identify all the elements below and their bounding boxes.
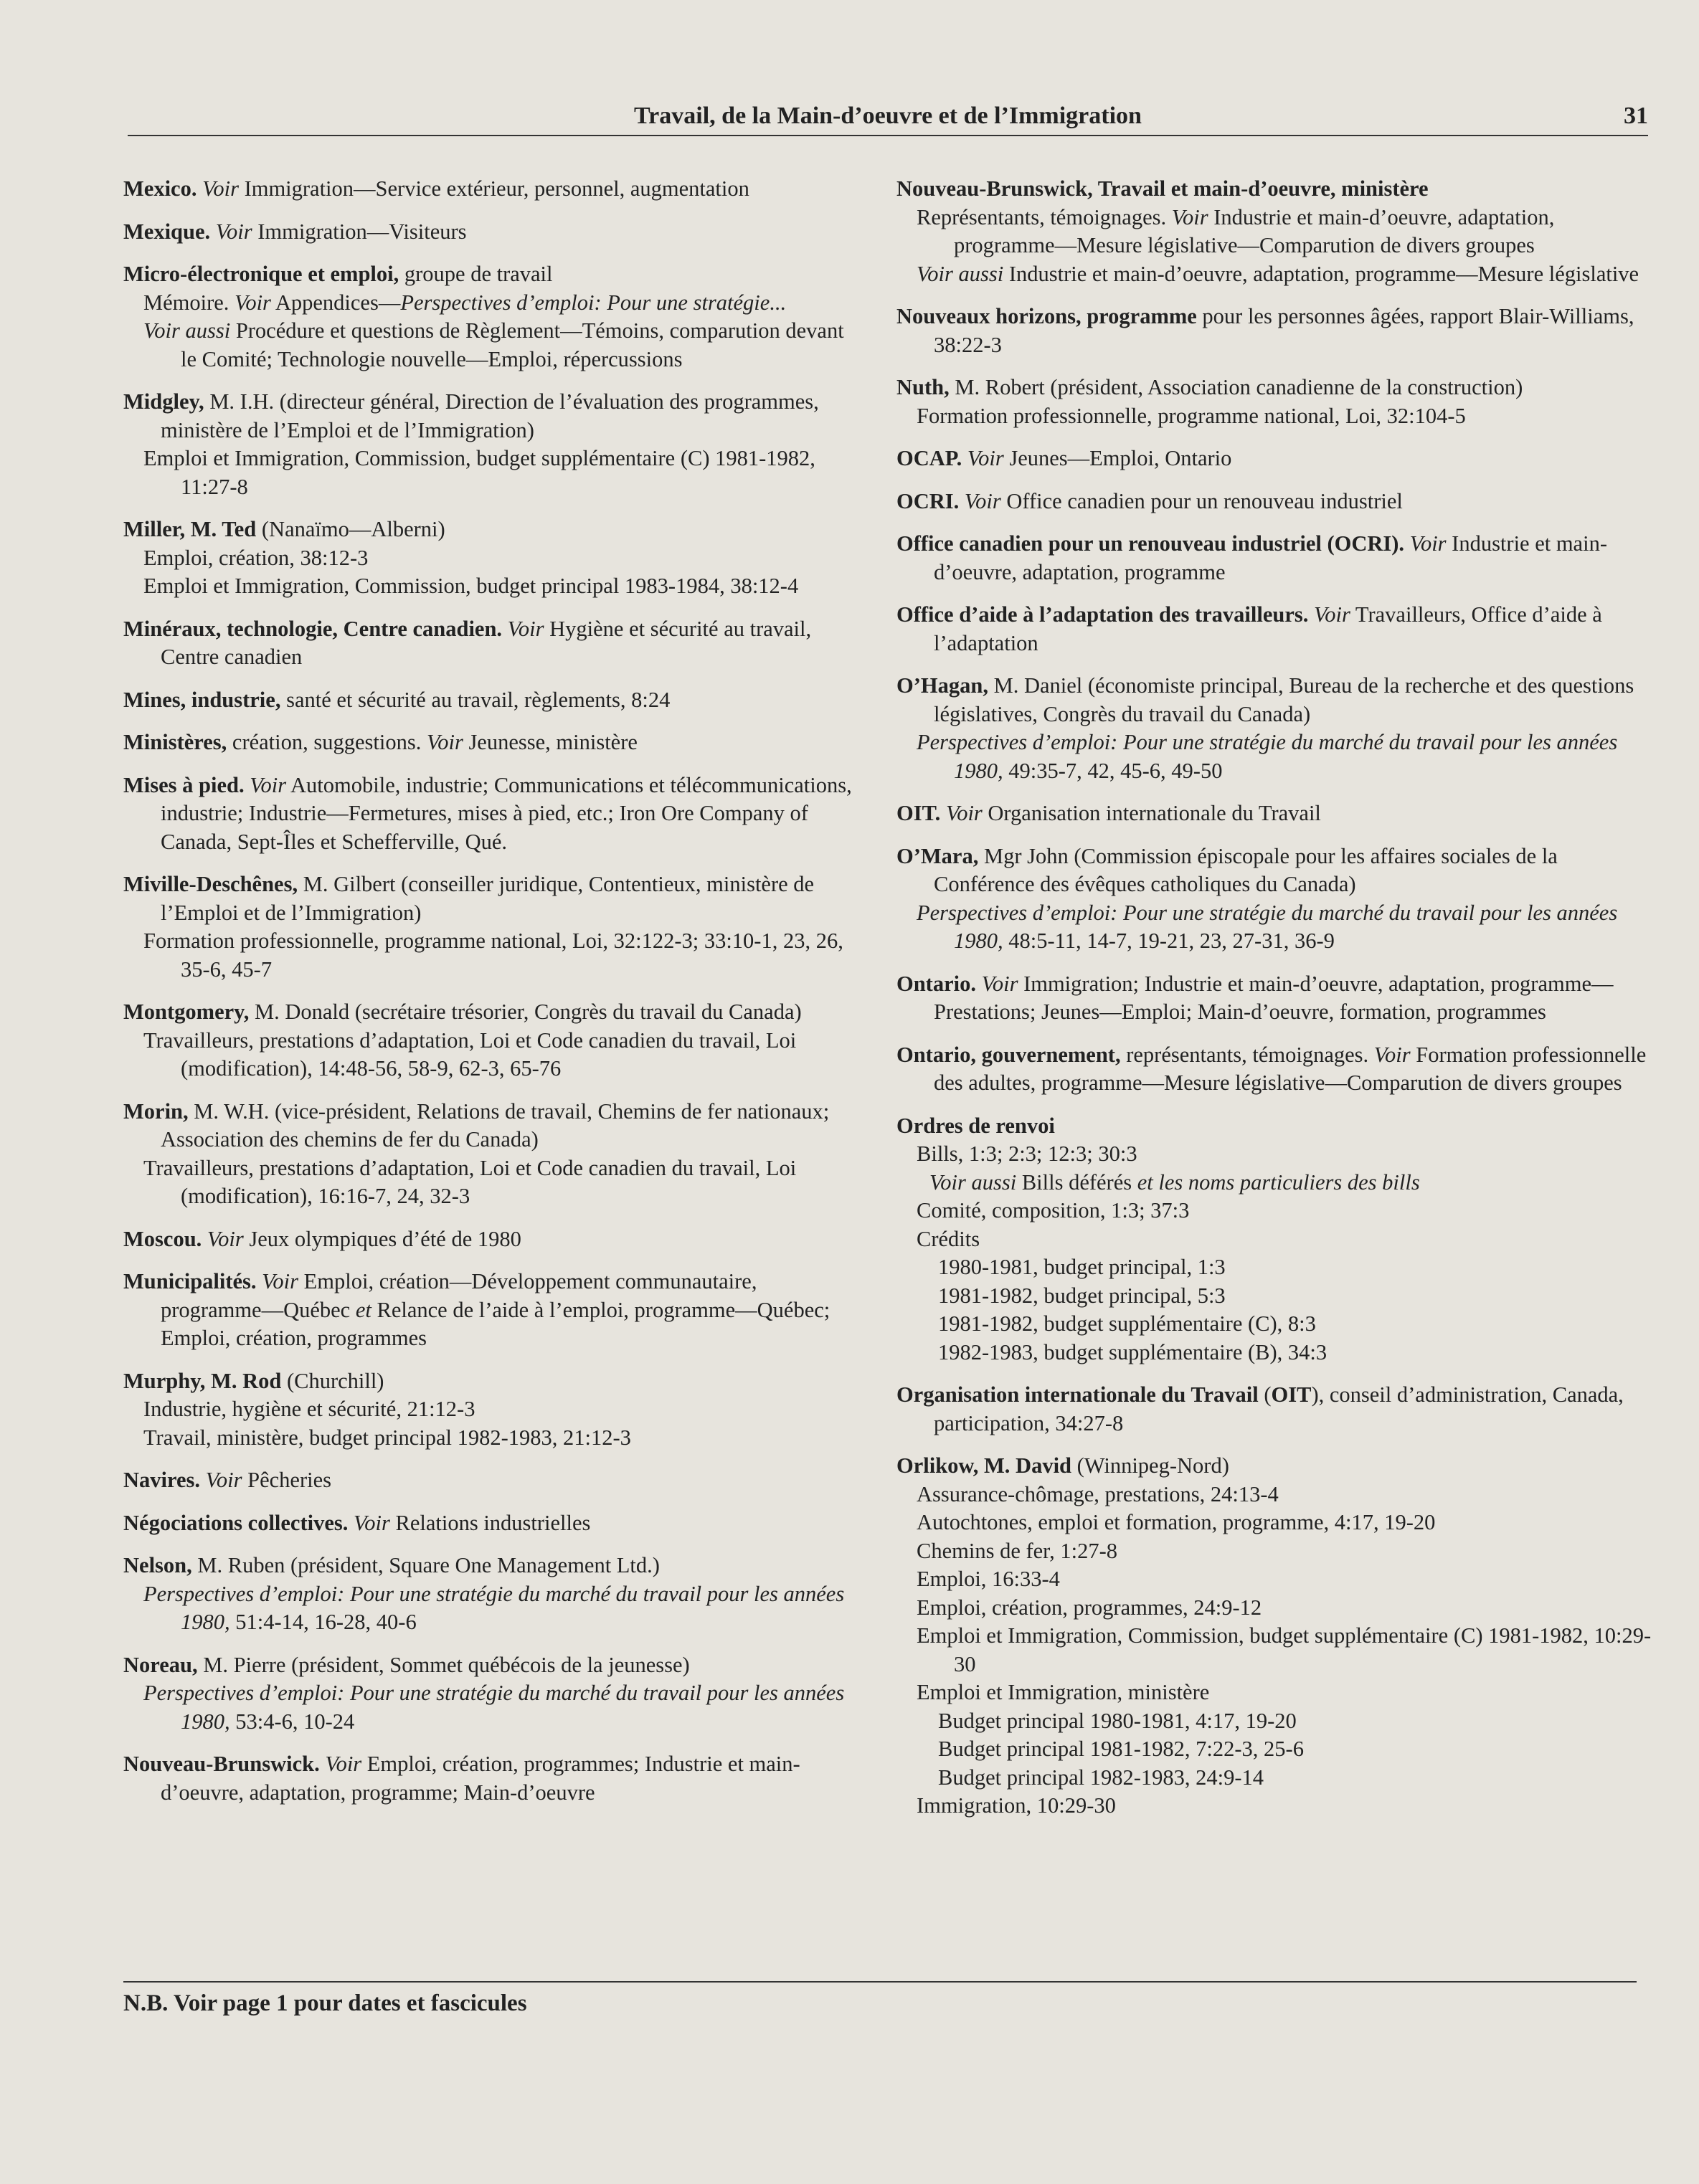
entry-heading: [896, 303, 1657, 359]
entry-text: santé et sécurité au travail, règlements, 8:24: [280, 687, 671, 712]
index-entry: [896, 1112, 1657, 1367]
entry-text: [200, 1468, 206, 1492]
entry-text: Jeunesse, ministère: [463, 730, 638, 754]
entry-heading: [896, 530, 1657, 587]
entry-subentry: [123, 544, 855, 573]
entry-text: [976, 972, 982, 996]
entry-text: Négociations collectives.: [123, 1510, 349, 1535]
entry-subentry: [896, 204, 1657, 260]
entry-text: Emploi, création, 38:12-3: [143, 545, 369, 570]
entry-text: Perspectives d’emploi: Pour une stratégie du marché du travail pour les années 1980,: [143, 1681, 845, 1734]
entry-text: [202, 1227, 207, 1251]
entry-text: 1980-1981, budget principal, 1:3: [938, 1255, 1226, 1279]
entry-text: Emploi, création—Développement communautaire, programme—Québec: [161, 1269, 757, 1322]
entry-text: Voir: [325, 1752, 362, 1776]
footer-divider: [123, 1981, 1637, 1983]
entry-text: [502, 617, 508, 641]
index-entry: [123, 516, 855, 601]
entry-text: 1982-1983, budget supplémentaire (B), 34:3: [938, 1339, 1328, 1364]
entry-text: 1981-1982, budget principal, 5:3: [938, 1283, 1226, 1308]
entry-subentry: [896, 1481, 1657, 1509]
entry-heading: [123, 1268, 855, 1353]
entry-subentry: [123, 445, 855, 501]
entry-text: Ontario.: [896, 971, 976, 996]
entry-text: Mémoire.: [143, 290, 235, 315]
entry-heading: [123, 1651, 855, 1680]
index-entry: [123, 260, 855, 374]
entry-subentry: [123, 1679, 855, 1736]
entry-heading: [896, 445, 1657, 473]
entry-subentry: [896, 1764, 1657, 1793]
entry-text: Formation professionnelle des adultes, programme—Mesure législative—Comparution de divers groupes: [934, 1042, 1647, 1095]
entry-text: Budget principal 1981-1982, 7:22-3, 25-6: [938, 1737, 1304, 1761]
entry-text: Comité, composition, 1:3; 37:3: [917, 1198, 1190, 1222]
entry-text: Emploi et Immigration, Commission, budget principal 1983-1984, 38:12-4: [143, 574, 799, 598]
entry-text: [348, 1511, 354, 1535]
entry-text: Industrie, hygiène et sécurité, 21:12-3: [143, 1397, 475, 1421]
index-entry: [123, 218, 855, 247]
entry-text: Nouveau-Brunswick, Travail et main-d’oeuvre, ministère: [896, 176, 1429, 201]
entry-text: M. Donald (secrétaire trésorier, Congrès du travail du Canada): [249, 1000, 802, 1024]
entry-text: M. W.H. (vice-président, Relations de travail, Chemins de fer nationaux; Association des chemins de fer du Canada): [161, 1098, 830, 1152]
index-entry: [896, 970, 1657, 1027]
entry-text: (Winnipeg-Nord): [1071, 1453, 1229, 1478]
entry-text: Hygiène et sécurité au travail, Centre canadien: [161, 616, 812, 669]
entry-subentry: [896, 1594, 1657, 1623]
entry-heading: [123, 388, 855, 445]
index-entry: [123, 388, 855, 501]
entry-text: Formation professionnelle, programme national, Loi, 32:104-5: [917, 403, 1466, 428]
entry-text: [959, 489, 965, 513]
entry-subentry: [123, 1154, 855, 1211]
entry-heading: [896, 1041, 1657, 1098]
entry-heading: [123, 516, 855, 544]
entry-text: Perspectives d’emploi: Pour une stratégie du marché du travail pour les années 1980,: [917, 730, 1618, 783]
entry-text: [210, 219, 216, 244]
entry-text: M. Gilbert (conseiller juridique, Contentieux, ministère de l’Emploi et de l’Immigration): [161, 872, 815, 925]
index-entry: [123, 1750, 855, 1807]
entry-text: Office d’aide à l’adaptation des travailleurs.: [896, 602, 1309, 627]
index-entry: [896, 842, 1657, 956]
entry-heading: [123, 998, 855, 1027]
entry-text: Voir: [215, 219, 252, 244]
entry-text: Municipalités.: [123, 1269, 257, 1293]
entry-text: Voir: [207, 1226, 244, 1251]
index-entry: [896, 488, 1657, 516]
index-entry: [896, 799, 1657, 828]
index-entry: [123, 1509, 855, 1538]
entry-subentry: [896, 1197, 1657, 1225]
entry-text: Travail, ministère, budget principal 1982-1983, 21:12-3: [143, 1425, 631, 1450]
index-entry: [896, 1381, 1657, 1438]
entry-subentry: [896, 1253, 1657, 1282]
entry-text: OCAP.: [896, 446, 962, 470]
entry-heading: [123, 1225, 855, 1254]
entry-text: Perspectives d’emploi: Pour une stratégie du marché du travail pour les années 1980,: [917, 900, 1618, 953]
entry-text: Voir: [202, 176, 239, 201]
index-entry: [123, 1651, 855, 1737]
index-entry: [123, 1098, 855, 1211]
entry-text: Immigration; Industrie et main-d’oeuvre, adaptation, programme—Prestations; Jeunes—Emploi; Main-d’oeuvre, formation, programmes: [934, 971, 1614, 1024]
entry-text: Office canadien pour un renouveau industriel (OCRI).: [896, 531, 1405, 556]
entry-text: Emploi et Immigration, Commission, budget supplémentaire (C) 1981-1982, 11:27-8: [143, 446, 815, 499]
index-entry: [123, 998, 855, 1083]
entry-subentry: [896, 1339, 1657, 1367]
entry-text: Voir: [250, 772, 287, 797]
entry-text: Appendices—: [270, 290, 401, 315]
entry-subentry: [896, 1509, 1657, 1537]
entry-text: Mgr John (Commission épiscopale pour les affaires sociales de la Conférence des évêques catholiques du Canada): [934, 843, 1558, 896]
entry-text: (: [1258, 1382, 1272, 1407]
index-entry: [123, 1552, 855, 1637]
entry-subentry: [896, 260, 1657, 289]
entry-text: Office canadien pour un renouveau industriel: [1000, 488, 1403, 513]
index-entry: [123, 615, 855, 672]
entry-subentry: [896, 1225, 1657, 1254]
entry-text: Voir: [262, 1269, 299, 1293]
entry-text: Murphy, M. Rod: [123, 1368, 282, 1393]
entry-heading: [896, 1112, 1657, 1141]
entry-heading: [123, 1098, 855, 1154]
entry-text: 51:4-14, 16-28, 40-6: [229, 1610, 417, 1634]
entry-text: Chemins de fer, 1:27-8: [917, 1538, 1117, 1563]
entry-text: ), conseil d’administration, Canada, participation, 34:27-8: [934, 1382, 1624, 1435]
entry-text: Miville-Deschênes,: [123, 872, 298, 896]
page-title: Travail, de la Main-d’oeuvre et de l’Immigration: [634, 103, 1142, 129]
entry-text: OCRI.: [896, 488, 960, 513]
entry-text: pour les personnes âgées, rapport Blair-Williams, 38:22-3: [934, 304, 1634, 357]
entry-text: Ordres de renvoi: [896, 1113, 1055, 1138]
entry-text: Emploi, création, programmes, 24:9-12: [917, 1595, 1262, 1620]
entry-heading: [123, 175, 855, 204]
entry-text: Jeux olympiques d’été de 1980: [243, 1226, 521, 1251]
entry-text: M. Pierre (président, Sommet québécois de la jeunesse): [197, 1652, 690, 1677]
entry-text: Mises à pied.: [123, 772, 245, 797]
entry-text: Organisation internationale du Travail: [982, 801, 1321, 825]
entry-heading: [123, 1367, 855, 1396]
entry-text: [197, 176, 202, 201]
entry-text: [962, 446, 967, 470]
entry-text: Immigration—Service extérieur, personnel, augmentation: [238, 176, 749, 201]
entry-heading: [896, 1452, 1657, 1481]
entry-subentry: [896, 728, 1657, 785]
entry-heading: [896, 842, 1657, 899]
entry-text: Voir: [1314, 602, 1350, 627]
entry-text: Bills déférés: [1016, 1169, 1137, 1195]
entry-text: Emploi et Immigration, ministère: [917, 1680, 1210, 1704]
entry-text: Nouveau-Brunswick.: [123, 1752, 320, 1776]
entry-text: Miller, M. Ted: [123, 517, 257, 541]
entry-subentry: [123, 289, 855, 318]
entry-text: [1308, 602, 1314, 627]
entry-text: 53:4-6, 10-24: [229, 1709, 355, 1734]
entry-subentry: [123, 1424, 855, 1453]
entry-heading: [896, 799, 1657, 828]
entry-subentry: [896, 402, 1657, 431]
entry-text: (Nanaïmo—Alberni): [256, 517, 445, 541]
entry-text: 49:35-7, 42, 45-6, 49-50: [1003, 758, 1223, 783]
index-entry: [896, 672, 1657, 785]
entry-text: Ontario, gouvernement,: [896, 1042, 1121, 1067]
entry-text: O’Mara,: [896, 843, 979, 868]
entry-subentry: [123, 572, 855, 601]
entry-text: Noreau,: [123, 1652, 198, 1677]
entry-text: Formation professionnelle, programme national, Loi, 32:122-3; 33:10-1, 23, 26, 35-6, 45-7: [143, 929, 843, 982]
entry-heading: [123, 1509, 855, 1538]
entry-text: Voir: [507, 616, 544, 641]
entry-text: Micro-électronique et emploi,: [123, 262, 399, 286]
entry-text: Mexique.: [123, 219, 211, 244]
entry-subentry: [896, 1282, 1657, 1311]
entry-subentry: [896, 1735, 1657, 1764]
index-entry: [123, 1268, 855, 1353]
entry-heading: [896, 970, 1657, 1027]
index-entry: [896, 530, 1657, 587]
index-entry: [123, 771, 855, 857]
entry-heading: [896, 672, 1657, 728]
entry-text: Minéraux, technologie, Centre canadien.: [123, 616, 503, 641]
index-entry: [123, 686, 855, 715]
entry-text: Voir aussi: [917, 261, 1004, 286]
entry-text: Nelson,: [123, 1553, 192, 1577]
entry-text: et les noms particuliers des bills: [1137, 1169, 1420, 1195]
entry-heading: [896, 601, 1657, 657]
entry-text: Perspectives d’emploi: Pour une stratégie du marché du travail pour les années 1980,: [143, 1581, 845, 1634]
index-entry: [896, 601, 1657, 657]
entry-text: M. Robert (président, Association canadienne de la construction): [949, 375, 1523, 399]
index-column-right: [896, 175, 1657, 1835]
entry-text: Voir: [354, 1510, 390, 1535]
entry-text: Nouveaux horizons, programme: [896, 304, 1197, 328]
entry-subentry: [896, 1140, 1657, 1169]
entry-text: 48:5-11, 14-7, 19-21, 23, 27-31, 36-9: [1003, 929, 1335, 953]
entry-heading: [123, 615, 855, 672]
entry-text: Industrie et main-d’oeuvre, adaptation, programme: [934, 531, 1607, 584]
entry-text: Emploi et Immigration, Commission, budget supplémentaire (C) 1981-1982, 10:29-30: [917, 1623, 1652, 1676]
index-entry: [896, 303, 1657, 359]
entry-subentry: [896, 1310, 1657, 1339]
entry-text: Nuth,: [896, 375, 950, 399]
entry-heading: [123, 686, 855, 715]
entry-text: Assurance-chômage, prestations, 24:13-4: [917, 1481, 1279, 1506]
entry-text: M. Ruben (président, Square One Management Ltd.): [191, 1553, 660, 1577]
entry-text: Automobile, industrie; Communications et télécommunications, industrie; Industrie—Fermetures, mises à pied, etc.; Iron Ore Company of Canada, Sept-Îles et Schefferville, Qué.: [161, 772, 852, 854]
entry-text: Relations industrielles: [389, 1510, 591, 1535]
entry-text: Bills, 1:3; 2:3; 12:3; 30:3: [917, 1141, 1137, 1166]
entry-text: Morin,: [123, 1098, 189, 1124]
entry-subentry: [896, 1565, 1657, 1594]
entry-text: Voir: [1409, 531, 1447, 556]
entry-text: O’Hagan,: [896, 673, 988, 698]
entry-text: Immigration, 10:29-30: [917, 1793, 1116, 1818]
entry-heading: [896, 175, 1657, 204]
entry-text: Crédits: [917, 1226, 980, 1251]
index-column-left: [123, 175, 855, 1821]
entry-text: Voir: [967, 446, 1004, 470]
entry-heading: [123, 1466, 855, 1495]
entry-text: Emploi, 16:33-4: [917, 1567, 1060, 1591]
entry-heading: [123, 1750, 855, 1807]
entry-text: Midgley,: [123, 389, 204, 414]
running-header: [128, 100, 1648, 136]
entry-text: [1404, 531, 1410, 556]
entry-subentry: [123, 1395, 855, 1424]
index-entry: [896, 1452, 1657, 1820]
entry-subentry: [123, 317, 855, 374]
entry-text: Montgomery,: [123, 1000, 250, 1024]
entry-text: OIT: [1271, 1382, 1312, 1407]
entry-text: Ministères,: [123, 730, 227, 754]
entry-text: Voir aussi: [143, 318, 231, 343]
entry-text: Organisation internationale du Travail: [896, 1382, 1259, 1407]
entry-heading: [123, 260, 855, 289]
entry-text: création, suggestions.: [227, 730, 427, 754]
entry-subentry: [896, 1707, 1657, 1736]
entry-subentry: [896, 899, 1657, 956]
entry-text: Perspectives d’emploi: Pour une stratégie...: [400, 290, 787, 315]
entry-text: [940, 801, 946, 825]
entry-text: Représentants, témoignages.: [917, 204, 1172, 229]
entry-subentry: [896, 1679, 1657, 1707]
entry-text: Mexico.: [123, 176, 197, 201]
entry-text: Voir: [205, 1468, 242, 1492]
entry-text: et: [355, 1297, 371, 1322]
entry-text: Voir: [235, 290, 271, 315]
entry-text: Voir: [981, 971, 1018, 996]
index-entry: [896, 445, 1657, 473]
entry-text: Budget principal 1980-1981, 4:17, 19-20: [938, 1708, 1297, 1733]
entry-text: 1981-1982, budget supplémentaire (C), 8:3: [938, 1311, 1316, 1336]
entry-heading: [123, 728, 855, 757]
entry-heading: [123, 771, 855, 857]
entry-text: M. Daniel (économiste principal, Bureau de la recherche et des questions législatives, Congrès du travail du Canada): [934, 673, 1634, 726]
index-entry: [896, 374, 1657, 430]
entry-text: Jeunes—Emploi, Ontario: [1003, 446, 1232, 470]
entry-heading: [896, 374, 1657, 402]
entry-subentry: [896, 1622, 1657, 1679]
entry-text: Mines, industrie,: [123, 687, 281, 712]
entry-text: Emploi, création, programmes; Industrie et main-d’oeuvre, adaptation, programme; Main-d’oeuvre: [161, 1752, 800, 1805]
entry-subentry: [896, 1537, 1657, 1566]
index-entry: [123, 1225, 855, 1254]
entry-text: Navires.: [123, 1468, 201, 1492]
index-entry: [896, 175, 1657, 288]
entry-text: Travailleurs, prestations d’adaptation, Loi et Code canadien du travail, Loi (modification), 16:16-7, 24, 32-3: [143, 1155, 797, 1208]
entry-text: Moscou.: [123, 1226, 202, 1251]
footer-note: N.B. Voir page 1 pour dates et fascicules: [123, 1990, 527, 2016]
entry-text: Voir: [1171, 204, 1208, 229]
entry-text: Voir aussi: [929, 1169, 1017, 1195]
entry-text: (Churchill): [281, 1368, 384, 1393]
entry-text: Voir: [426, 730, 463, 754]
entry-subentry: [123, 1027, 855, 1083]
entry-subentry: [896, 1169, 1657, 1197]
entry-heading: [123, 870, 855, 927]
index-entry: [123, 870, 855, 984]
page-number: 31: [1624, 103, 1648, 129]
entry-subentry: [123, 1580, 855, 1637]
entry-text: Orlikow, M. David: [896, 1453, 1072, 1478]
entry-text: Autochtones, emploi et formation, programme, 4:17, 19-20: [917, 1510, 1436, 1534]
entry-heading: [123, 218, 855, 247]
entry-text: Relance de l’aide à l’emploi, programme—Québec; Emploi, création, programmes: [161, 1297, 830, 1350]
entry-text: Budget principal 1982-1983, 24:9-14: [938, 1765, 1264, 1790]
entry-text: représentants, témoignages.: [1120, 1042, 1374, 1067]
entry-heading: [123, 1552, 855, 1580]
index-entry: [896, 1041, 1657, 1098]
entry-text: Immigration—Visiteurs: [252, 219, 467, 244]
entry-text: OIT.: [896, 801, 941, 825]
index-entry: [123, 175, 855, 204]
entry-text: Voir: [964, 488, 1001, 513]
entry-text: Procédure et questions de Règlement—Témoins, comparution devant le Comité; Technologie nouvelle—Emploi, répercussions: [181, 318, 844, 371]
entry-text: Travailleurs, Office d’aide à l’adaptation: [934, 602, 1602, 655]
entry-text: Voir: [945, 801, 983, 825]
entry-text: groupe de travail: [399, 262, 553, 286]
entry-text: Travailleurs, prestations d’adaptation, Loi et Code canadien du travail, Loi (modification), 14:48-56, 58-9, 62-3, 65-76: [143, 1027, 797, 1081]
entry-heading: [896, 488, 1657, 516]
entry-text: Industrie et main-d’oeuvre, adaptation, programme—Mesure législative: [1003, 261, 1639, 286]
index-entry: [123, 728, 855, 757]
entry-text: Pêcheries: [242, 1468, 331, 1492]
entry-text: Industrie et main-d’oeuvre, adaptation, programme—Mesure législative—Comparution de divers groupes: [954, 204, 1555, 257]
entry-subentry: [123, 927, 855, 984]
entry-text: M. I.H. (directeur général, Direction de l’évaluation des programmes, ministère de l’Emploi et de l’Immigration): [161, 389, 819, 442]
entry-subentry: [896, 1792, 1657, 1820]
entry-text: Voir: [1373, 1042, 1411, 1067]
entry-heading: [896, 1381, 1657, 1438]
index-entry: [123, 1367, 855, 1453]
index-entry: [123, 1466, 855, 1495]
